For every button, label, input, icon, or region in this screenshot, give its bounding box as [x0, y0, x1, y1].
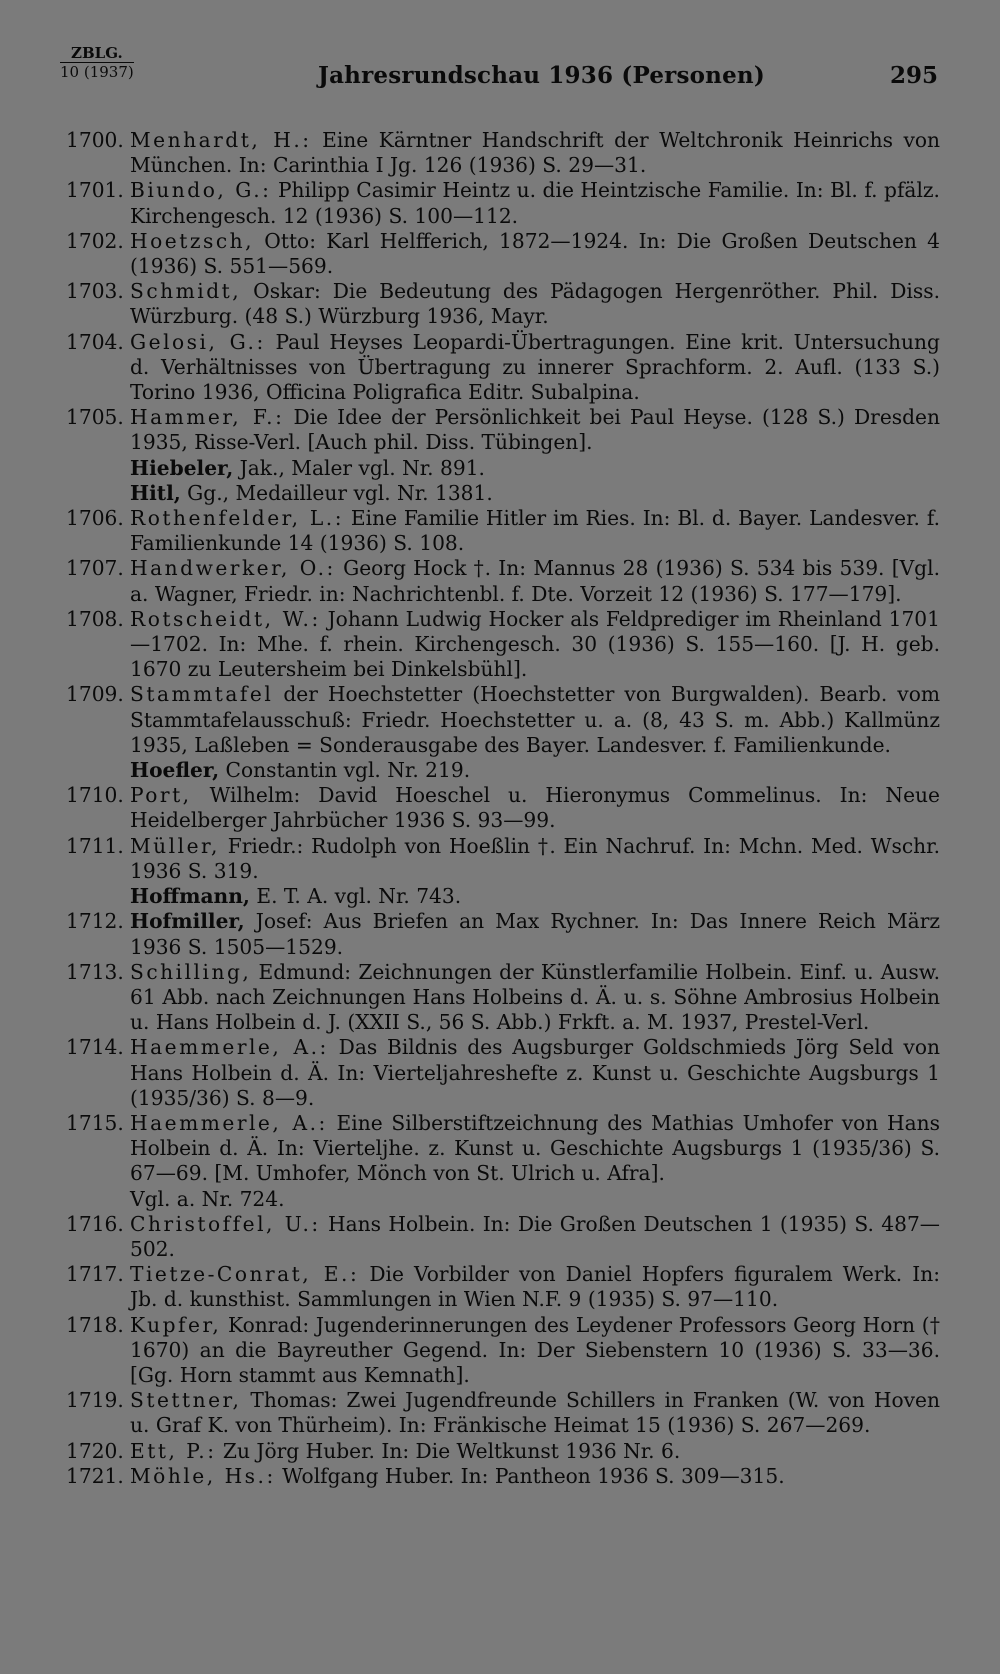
entry-author: Möhle, Hs.:	[130, 1463, 276, 1488]
entry-text: Die Idee der Persönlichkeit bei Paul Heyse. (128 S.) Dresden 1935, Risse-Verl. [Auch phil. Diss. Tübingen].	[130, 405, 941, 455]
cross-reference	[66, 481, 940, 506]
entry-text: Constantin vgl. Nr. 219.	[219, 758, 471, 783]
bibliography-entry	[66, 556, 940, 606]
entry-number: 1712.	[66, 909, 124, 934]
bibliography-entries	[66, 128, 940, 1489]
entry-author: Schilling,	[130, 959, 252, 984]
entry-number: 1709.	[66, 682, 124, 707]
bibliography-entry	[66, 506, 940, 556]
entry-text: Hans Holbein. In: Die Großen Deutschen 1 (1935) S. 487—502.	[130, 1211, 940, 1261]
entry-text: Edmund: Zeichnungen der Künstlerfamilie Holbein. Einf. u. Ausw. 61 Abb. nach Zeichnungen Hans Holbeins d. Ä. u. s. Söhne Ambrosius Holbein u. Hans Holbein d. J. (XXII S., 56 S. Abb.) Frkft. a. M. 1937, Prestel-Verl.	[130, 959, 940, 1035]
bibliography-entry	[66, 1439, 940, 1464]
entry-author: Schmidt,	[130, 279, 242, 304]
entry-person-name: Hoffmann,	[130, 884, 250, 909]
entry-author: Haemmerle, A.:	[130, 1035, 329, 1060]
entry-number: 1720.	[66, 1438, 124, 1463]
entry-person-name: Hoefler,	[130, 758, 220, 783]
bibliography-entry	[66, 1464, 940, 1489]
cross-reference	[66, 456, 940, 481]
entry-number: 1708.	[66, 606, 124, 631]
journal-abbreviation	[60, 44, 134, 81]
entry-number: 1714.	[66, 1035, 124, 1060]
entry-text: Thomas: Zwei Jugendfreunde Schillers in Franken (W. von Hoven u. Graf K. von Thürheim). In: Fränkische Heimat 15 (1936) S. 267—269.	[130, 1388, 940, 1438]
entry-text: Paul Heyses Leopardi-Übertragungen. Eine krit. Untersuchung d. Verhältnisses von Übertragung zu innerer Sprachform. 2. Aufl. (133 S.) Torino 1936, Officina Poligrafica Editr. Subalpina.	[130, 329, 940, 405]
entry-text: Johann Ludwig Hocker als Feldprediger im Rheinland 1701—1702. In: Mhe. f. rhein. Kirchengesch. 30 (1936) S. 155—160. [J. H. geb. 1670 zu Leutersheim bei Dinkelsbühl].	[130, 606, 940, 682]
bibliography-entry	[66, 229, 940, 279]
entry-number: 1718.	[66, 1312, 124, 1337]
entry-text: Die Vorbilder von Daniel Hopfers figuralem Werk. In: Jb. d. kunsthist. Sammlungen in Wien N.F. 9 (1935) S. 97—110.	[130, 1262, 941, 1312]
entry-person-name: Hiebeler,	[130, 455, 234, 480]
entry-author: Hammer, F.:	[130, 405, 285, 430]
bibliography-entry	[66, 330, 940, 406]
bibliography-entry	[66, 178, 940, 228]
entry-number: 1719.	[66, 1388, 124, 1413]
entry-author: Rothenfelder, L.:	[130, 506, 345, 531]
entry-number: 1711.	[66, 833, 124, 858]
entry-text: Eine Silberstiftzeichnung des Mathias Umhofer von Hans Holbein d. Ä. In: Viertelјhe. z. Kunst u. Geschichte Augsburgs 1 (1935/36) S. 67—69. [M. Umhofer, Mönch von St. Ulrich u. Afra].	[130, 1110, 940, 1186]
entry-text: E. T. A. vgl. Nr. 743.	[249, 884, 462, 909]
entry-author: Handwerker, O.:	[130, 556, 336, 581]
entry-text: Vgl. a. Nr. 724.	[130, 1186, 285, 1211]
bibliography-entry	[66, 279, 940, 329]
entry-number: 1704.	[66, 329, 124, 354]
entry-author: Rotscheidt, W.:	[130, 606, 321, 631]
bibliography-entry	[66, 405, 940, 455]
bibliography-entry	[66, 128, 940, 178]
entry-author: Ett, P.:	[130, 1438, 217, 1463]
entry-text: Otto: Karl Helfferich, 1872—1924. In: Die Großen Deutschen 4 (1936) S. 551—569.	[130, 228, 940, 279]
cross-reference	[66, 884, 940, 909]
entry-number: 1703.	[66, 279, 124, 304]
entry-author: Gelosi, G.:	[130, 329, 266, 354]
bibliography-entry	[66, 682, 940, 758]
entry-text: Gg., Medailleur vgl. Nr. 1381.	[180, 480, 493, 505]
entry-number: 1705.	[66, 405, 124, 430]
bibliography-entry	[66, 909, 940, 959]
entry-number: 1713.	[66, 959, 124, 984]
entry-text: Zu Jörg Huber. In: Die Weltkunst 1936 Nr. 6.	[216, 1438, 681, 1463]
entry-number: 1710.	[66, 783, 124, 808]
entry-author: Christoffel, U.:	[130, 1211, 321, 1236]
entry-number: 1702.	[66, 228, 124, 253]
journal-volume: 10 (1937)	[60, 63, 134, 81]
entry-text: Friedr.: Rudolph von Hoeßlin †. Ein Nachruf. In: Mchn. Med. Wschr. 1936 S. 319.	[130, 833, 940, 883]
bibliography-entry	[66, 960, 940, 1036]
entry-person-name: Hofmiller,	[130, 909, 245, 934]
entry-text: Wolfgang Huber. In: Pantheon 1936 S. 309—315.	[275, 1463, 785, 1488]
bibliography-entry	[66, 1388, 940, 1438]
entry-text: Oskar: Die Bedeutung des Pädagogen Hergenröther. Phil. Diss. Würzburg. (48 S.) Würzburg 1936, Mayr.	[130, 279, 940, 329]
entry-text: Josef: Aus Briefen an Max Rychner. In: Das Innere Reich März 1936 S. 1505—1529.	[130, 909, 940, 959]
bibliography-entry	[66, 1212, 940, 1262]
entry-person-name: Hitl,	[130, 480, 181, 505]
entry-author: Biundo, G.:	[130, 178, 272, 203]
entry-number: 1700.	[66, 128, 124, 152]
entry-number: 1717.	[66, 1262, 124, 1287]
running-title: Jahresrundschau 1936 (Personen)	[318, 62, 765, 89]
bibliography-entry	[66, 1262, 940, 1312]
entry-number: 1715.	[66, 1110, 124, 1135]
entry-author: Kupfer,	[130, 1312, 222, 1337]
entry-text: Wilhelm: David Hoeschel u. Hieronymus Commelinus. In: Neue Heidelberger Jahrbücher 1936 S. 93—99.	[130, 783, 940, 833]
entry-number: 1706.	[66, 506, 124, 531]
entry-author: Tietze-Conrat, E.:	[130, 1262, 360, 1287]
bibliography-entry	[66, 1111, 940, 1187]
entry-text: Georg Hock †. In: Mannus 28 (1936) S. 534 bis 539. [Vgl. a. Wagner, Friedr. in: Nachrichtenbl. f. Dte. Vorzeit 12 (1936) S. 177—179].	[130, 556, 940, 606]
entry-number: 1716.	[66, 1211, 124, 1236]
bibliography-entry	[66, 834, 940, 884]
entry-author: Stettner,	[130, 1388, 242, 1413]
entry-text: Eine Kärntner Handschrift der Weltchronik Heinrichs von München. In: Carinthia I Jg. 126 (1936) S. 29—31.	[130, 128, 940, 178]
entry-author: Port,	[130, 783, 192, 808]
entry-number: 1721.	[66, 1463, 124, 1488]
entry-author: Müller,	[130, 833, 220, 858]
entry-text: Philipp Casimir Heintz u. die Heintzische Familie. In: Bl. f. pfälz. Kirchengesch. 12 (1936) S. 100—112.	[130, 178, 940, 228]
entry-number: 1707.	[66, 556, 124, 581]
entry-text: Eine Familie Hitler im Ries. In: Bl. d. Bayer. Landesver. f. Familienkunde 14 (1936) S. 108.	[130, 506, 940, 556]
entry-author: Hoetzsch,	[130, 228, 255, 253]
bibliography-entry	[66, 1313, 940, 1389]
bibliography-entry	[66, 1035, 940, 1111]
entry-author: Haemmerle, A.:	[130, 1110, 328, 1135]
bibliography-entry	[66, 607, 940, 683]
entry-text: Konrad: Jugenderinnerungen des Leydener Professors Georg Horn († 1670) an die Bayreuther Gegend. In: Der Siebenstern 10 (1936) S. 33—36. [Gg. Horn stammt aus Kemnath].	[130, 1312, 940, 1387]
cross-reference	[66, 1187, 940, 1212]
entry-author: Menhardt, H.:	[130, 128, 312, 152]
page-number: 295	[889, 62, 938, 89]
entry-author: Stammtafel	[130, 682, 274, 707]
entry-text: der Hoechstetter (Hoechstetter von Burgwalden). Bearb. vom Stammtafelausschuß: Friedr. Hoechstetter u. a. (8, 43 S. m. Abb.) Kallmünz 1935, Laßleben = Sonderausgabe des Bayer. Landesver. f. Familienkunde.	[130, 682, 940, 757]
cross-reference	[66, 758, 940, 783]
entry-text: Das Bildnis des Augsburger Goldschmieds Jörg Seld von Hans Holbein d. Ä. In: Vierteljahreshefte z. Kunst u. Geschichte Augsburgs 1 (1935/36) S. 8—9.	[130, 1035, 940, 1110]
entry-number: 1701.	[66, 178, 124, 203]
entry-text: Jak., Maler vgl. Nr. 891.	[233, 455, 485, 480]
bibliography-entry	[66, 783, 940, 833]
journal-name: ZBLG.	[71, 44, 123, 62]
